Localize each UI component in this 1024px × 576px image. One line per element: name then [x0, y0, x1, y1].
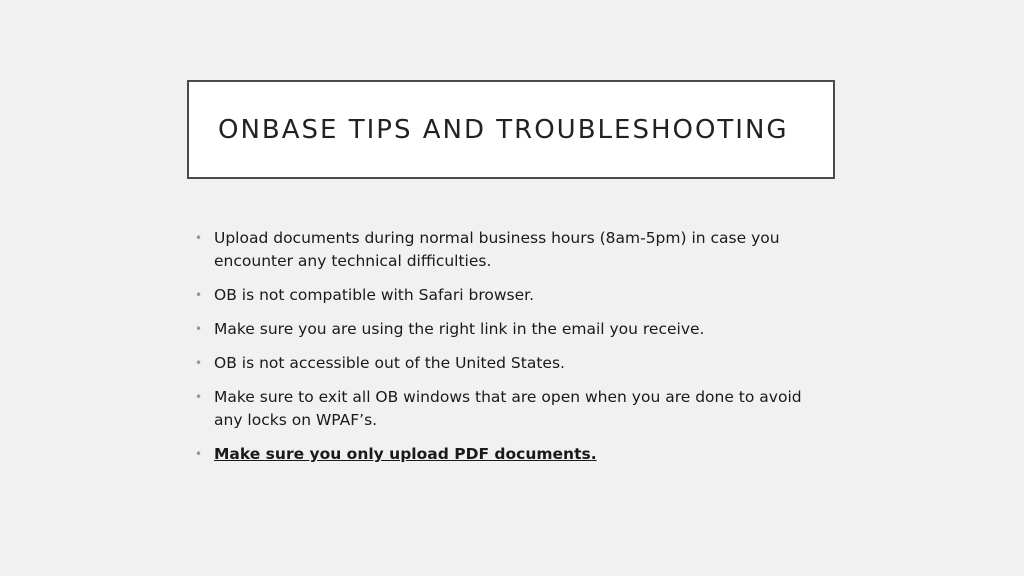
bullet-text: OB is not accessible out of the United States.: [214, 354, 565, 372]
bullet-text: Upload documents during normal business hours (8am-5pm) in case you encounter any technical difficulties.: [214, 229, 780, 270]
bullet-item: [195, 227, 825, 273]
bullet-dot-icon: •: [195, 356, 203, 370]
slide-title: ONBASE TIPS AND TROUBLESHOOTING: [218, 114, 789, 145]
bullet-item: [195, 352, 825, 375]
bullet-text: Make sure you are using the right link in the email you receive.: [214, 320, 705, 338]
bullet-text-emphasized: Make sure you only upload PDF documents.: [214, 445, 597, 463]
bullet-dot-icon: •: [195, 390, 203, 404]
bullet-item: [195, 318, 825, 341]
bullet-text: OB is not compatible with Safari browser.: [214, 286, 535, 304]
bullet-list: [195, 227, 825, 477]
bullet-dot-icon: •: [195, 447, 203, 461]
bullet-item: [195, 386, 825, 432]
bullet-text: Make sure to exit all OB windows that are open when you are done to avoid any locks on WPAF’s.: [214, 388, 802, 429]
bullet-dot-icon: •: [195, 322, 203, 336]
title-box: [187, 80, 835, 179]
bullet-item: [195, 284, 825, 307]
bullet-dot-icon: •: [195, 231, 203, 245]
bullet-item: [195, 443, 825, 466]
bullet-dot-icon: •: [195, 288, 203, 302]
